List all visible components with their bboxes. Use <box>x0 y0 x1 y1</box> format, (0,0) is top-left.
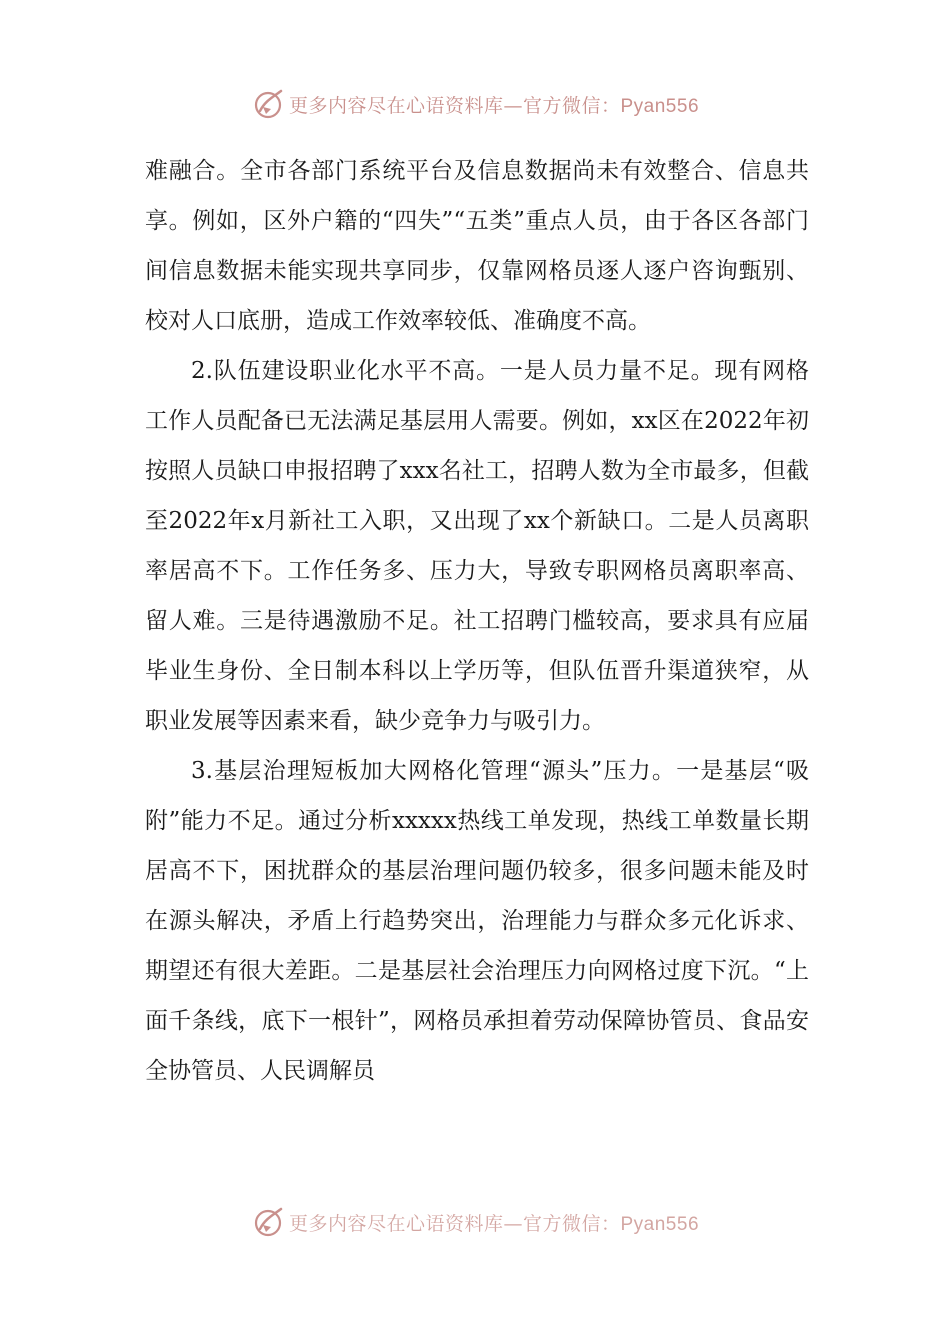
watermark-text <box>289 1209 699 1236</box>
watermark-header <box>0 84 950 124</box>
watermark-caption: 更多内容尽在心语资料库—官方微信： <box>288 1212 621 1235</box>
watermark-text <box>289 91 699 118</box>
document-body <box>145 146 809 1096</box>
watermark-footer <box>0 1202 950 1242</box>
paragraph: 难融合。全市各部门系统平台及信息数据尚未有效整合、信息共享。例如，区外户籍的“四失”“五类”重点人员，由于各区各部门间信息数据未能实现共享同步，仅靠网格员逐人逐户咨询甄别、校对人口底册，造成工作效率较低、准确度不高。 <box>145 158 809 334</box>
brand-logo-icon <box>251 1205 285 1239</box>
wechat-id: Pyan556 <box>620 95 700 117</box>
watermark-caption: 更多内容尽在心语资料库—官方微信： <box>288 94 621 117</box>
paragraph: 3.基层治理短板加大网格化管理“源头”压力。一是基层“吸附”能力不足。通过分析xxxxx热线工单发现，热线工单数量长期居高不下，困扰群众的基层治理问题仍较多，很多问题未能及时在源头解决，矛盾上行趋势突出，治理能力与群众多元化诉求、期望还有很大差距。二是基层社会治理压力向网格过度下沉。“上面千条线，底下一根针”，网格员承担着劳动保障协管员、食品安全协管员、人民调解员 <box>145 758 809 1084</box>
wechat-id: Pyan556 <box>620 1213 700 1235</box>
brand-logo-icon <box>251 87 285 121</box>
paragraph: 2.队伍建设职业化水平不高。一是人员力量不足。现有网格工作人员配备已无法满足基层用人需要。例如，xx区在2022年初按照人员缺口申报招聘了xxx名社工，招聘人数为全市最多，但截至2022年x月新社工入职，又出现了xx个新缺口。二是人员离职率居高不下。工作任务多、压力大，导致专职网格员离职率高、留人难。三是待遇激励不足。社工招聘门槛较高，要求具有应届毕业生身份、全日制本科以上学历等，但队伍晋升渠道狭窄，从职业发展等因素来看，缺少竞争力与吸引力。 <box>145 358 809 734</box>
